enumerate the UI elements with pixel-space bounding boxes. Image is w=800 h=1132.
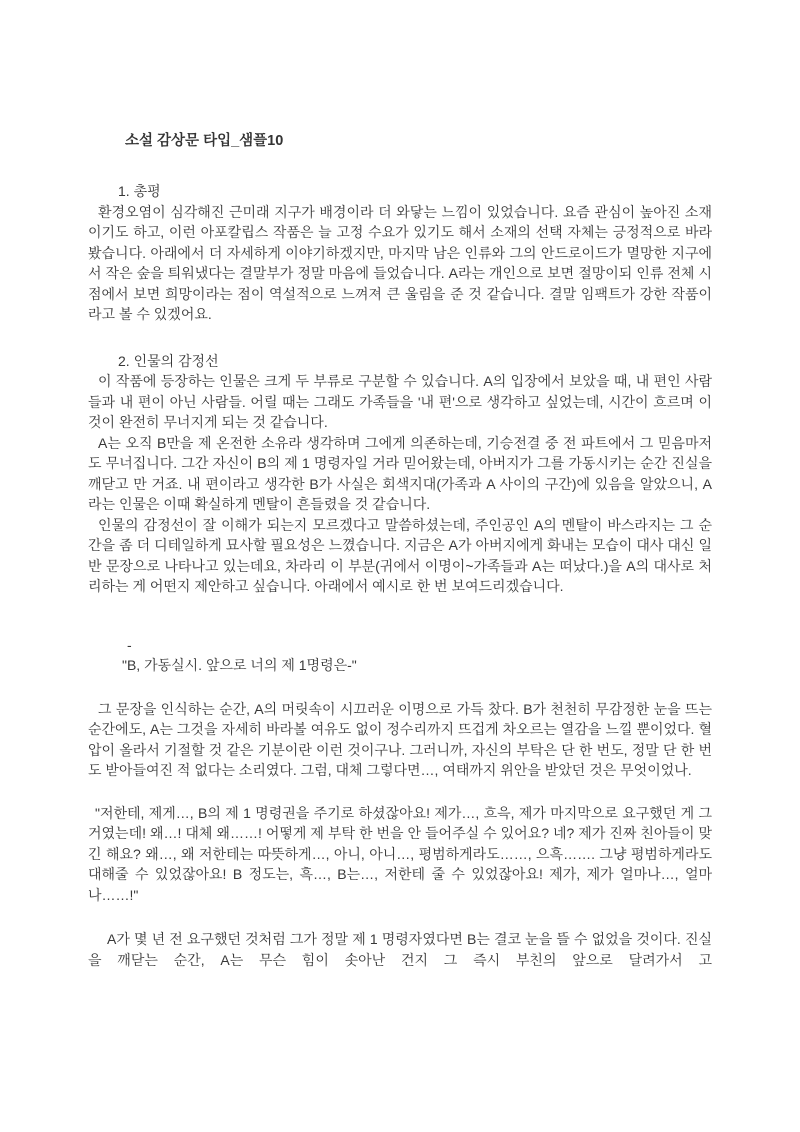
document-title: 소설 감상문 타입_샘플10 (125, 133, 284, 149)
section-2-paragraph-2: A는 오직 B만을 제 온전한 소유라 생각하며 그에게 의존하는데, 기승전결 중 전 파트에서 그 믿음마저도 무너집니다. 그간 자신이 B의 제 1 명령자일 거라 믿어왔는데, 아버지가 그를 가동시키는 순간 진실을 깨닫고 만 거죠. 내 편이라고 생각한 B가 사실은 회색지대(가족과 A 사이의 구간)에 있음을 알았으니, A라는 인물은 이때 확실하게 멘탈이 흔들렸을 것 같습니다. (88, 434, 712, 512)
section-2-paragraph-1: 이 작품에 등장하는 인물은 크게 두 부류로 구분할 수 있습니다. A의 입장에서 보았을 때, 내 편인 사람들과 내 편이 아닌 사람들. 어릴 때는 그래도 가족들을 '내 편'으로 생각하고 싶었는데, 시간이 흐르며 이것이 완전히 무너지게 되는 것 같습니다. (88, 373, 712, 430)
example-quote-line: "B, 가동실시. 앞으로 너의 제 1명령은-" (122, 657, 357, 673)
excerpt-paragraph-2: "저한테, 제게…, B의 제 1 명령권을 주기로 하셨잖아요! 제가…, 흐윽, 제가 마지막으로 요구했던 게 그거였는데! 왜…! 대체 왜……! 어떻게 제 부탁 한 번을 안 들어주실 수 있어요? 네? 제가 진짜 친아들이 맞긴 해요? 왜…, 왜 저한테는 따뜻하게…, 아니, 아니…, 평범하게라도……, 으흑……. 그냥 평범하게라도 대해줄 수 있었잖아요! B 정도는, 흑…, B는…, 저한테 줄 수 있었잖아요! 제가, 제가 얼마나…, 얼마나……!" (88, 804, 712, 903)
excerpt-paragraph-1: 그 문장을 인식하는 순간, A의 머릿속이 시끄러운 이명으로 가득 찼다. B가 천천히 무감정한 눈을 뜨는 순간에도, A는 그것을 자세히 바라볼 여유도 없이 정수리까지 뜨겁게 차오르는 열감을 느낄 뿐이었다. 혈압이 올라서 기절할 것 같은 기분이란 이런 것이구나. 그러니까, 자신의 부탁은 단 한 번도, 정말 단 한 번도 받아들여진 적 없다는 소리였다. 그럼, 대체 그렇다면…, 여태까지 위안을 받았던 것은 무엇이었나. (88, 700, 712, 778)
section-2-heading: 2. 인물의 감정선 (118, 352, 219, 369)
section-2-paragraph-3: 인물의 감정선이 잘 이해가 되는지 모르겠다고 말씀하셨는데, 주인공인 A의 멘탈이 바스라지는 그 순간을 좀 더 디테일하게 묘사할 필요성은 느꼈습니다. 지금은 A가 아버지에게 화내는 모습이 대사 대신 일반 문장으로 나타나고 있는데요, 차라리 이 부분(귀에서 이명이~가족들과 A는 떠났다.)을 A의 대사로 처리하는 게 어떤지 제안하고 싶습니다. 아래에서 예시로 한 번 보여드리겠습니다. (88, 516, 712, 594)
excerpt-paragraph-3-cutoff: A가 몇 년 전 요구했던 것처럼 그가 정말 제 1 명령자였다면 B는 결코 눈을 뜰 수 없었을 것이다. 진실을 깨닫는 순간, A는 무슨 힘이 솟아난 건지 그 즉시 부친의 앞으로 달려가서 고 (88, 931, 712, 968)
section-1-paragraph-1: 환경오염이 심각해진 근미래 지구가 배경이라 더 와닿는 느낌이 있었습니다. 요즘 관심이 높아진 소재이기도 하고, 이런 아포칼립스 작품은 늘 고정 수요가 있기도 해서 소재의 선택 자체는 긍정적으로 바라봤습니다. 아래에서 더 자세하게 이야기하겠지만, 마지막 남은 인류와 그의 안드로이드가 멸망한 지구에서 작은 숲을 틔워냈다는 결말부가 정말 마음에 들었습니다. A라는 개인으로 보면 절망이되 인류 전체 시점에서 보면 희망이라는 점이 역설적으로 느껴져 큰 울림을 준 것 같습니다. 결말 임팩트가 강한 작품이라고 볼 수 있겠어요. (88, 203, 712, 322)
document-content (88, 131, 712, 970)
example-dash: - (127, 636, 132, 653)
section-1-heading: 1. 총평 (118, 183, 161, 199)
